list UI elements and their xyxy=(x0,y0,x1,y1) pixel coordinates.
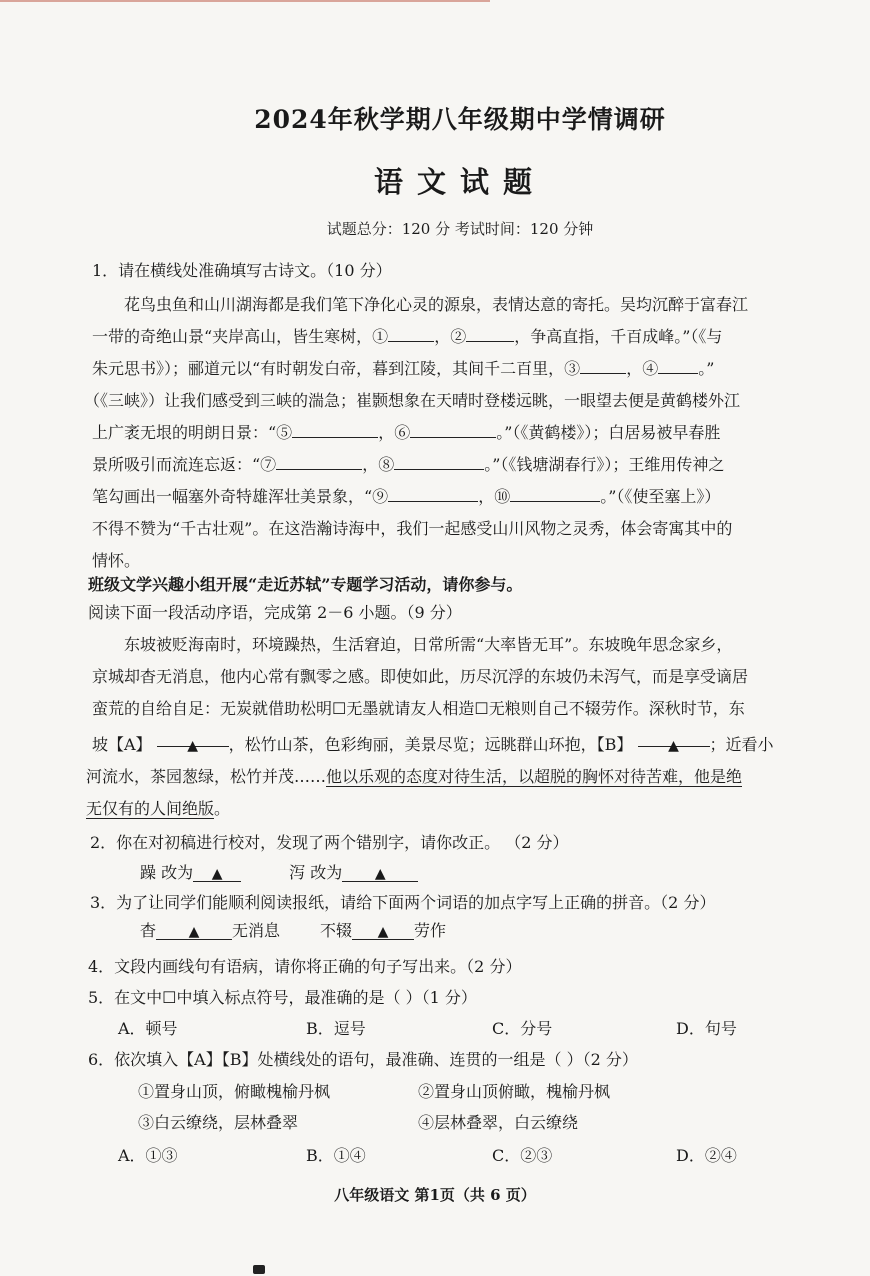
q3-blank-1[interactable] xyxy=(156,921,232,940)
blank-9[interactable] xyxy=(388,483,478,502)
q6-stem: 6．依次填入【A】【B】处横线处的语句，最准确、连贯的一组是（ ）（2 分） xyxy=(88,1050,638,1069)
q2-blank-2[interactable] xyxy=(342,863,418,882)
q1-line-3: 朱元思书》）；郦道元以“有时朝发白帝，暮到江陵，其间千二百里，③ ，④ 。” xyxy=(92,352,714,386)
blank-10[interactable] xyxy=(510,483,600,502)
q2-stem: 2．你在对初稿进行校对，发现了两个错别字，请你改正。 （2 分） xyxy=(90,833,569,852)
triangle-icon: ▲ xyxy=(377,924,389,940)
q6-item-3: ③白云缭绕，层林叠翠 xyxy=(138,1113,299,1132)
page-footer: 八年级语文 第1页（共 6 页） xyxy=(334,1186,536,1204)
q1-line-8: 不得不赞为“千古壮观”。在这浩瀚诗海中，我们一起感受山川风物之灵秀，体会寄寓其中的 xyxy=(92,519,733,538)
passage-line-4: 坡【A】 ▲ ，松竹山茶，色彩绚丽，美景尽览；远眺群山环抱，【B】 ▲ ；近看小 xyxy=(92,728,774,762)
q3-blank-2[interactable] xyxy=(352,921,414,940)
scan-mark xyxy=(253,1265,265,1274)
blank-3[interactable] xyxy=(580,355,626,374)
q1-line-1: 花鸟虫鱼和山川湖海都是我们笔下净化心灵的源泉，表情达意的寄托。吴均沉醉于富春江 xyxy=(124,295,749,314)
triangle-icon: ▲ xyxy=(668,738,679,754)
q5-stem: 5．在文中☐中填入标点符号，最准确的是（ ）（1 分） xyxy=(88,988,477,1007)
q1-line-9: 情怀。 xyxy=(92,551,141,570)
blank-2[interactable] xyxy=(466,323,514,342)
q1-line-6: 景所吸引而流连忘返：“⑦ ，⑧ 。”（《钱塘湖春行》）；王维用传神之 xyxy=(92,448,724,482)
q2-answers: 躁 改为 ▲ 泻 改为 ▲ xyxy=(140,860,418,883)
q1-line-4: （《三峡》）让我们感受到三峡的湍急；崔颢想象在天晴时登楼远眺，一眼望去便是黄鹤楼外江 xyxy=(84,391,741,410)
blank-a[interactable] xyxy=(157,728,229,754)
passage-line-2: 京城却杳无消息，他内心常有飘零之感。即使如此，历尽沉浮的东坡仍未泻气，而是享受谪居 xyxy=(92,667,749,686)
blank-8[interactable] xyxy=(394,451,484,470)
blank-5[interactable] xyxy=(292,419,378,438)
q2-blank-1[interactable] xyxy=(193,863,241,882)
q1-line-2: 一带的奇绝山景“夹岸高山，皆生寒树，① ，② ，争高直指，千百成峰。”（《与 xyxy=(92,320,722,354)
q6-item-1: ①置身山顶，俯瞰槐榆丹枫 xyxy=(138,1082,331,1101)
triangle-icon: ▲ xyxy=(374,866,386,882)
blank-b[interactable] xyxy=(638,728,710,754)
exam-meta: 试题总分：120 分 考试时间：120 分钟 xyxy=(326,220,594,238)
triangle-icon: ▲ xyxy=(188,924,200,940)
blank-1[interactable] xyxy=(388,323,434,342)
exam-title: 2024年秋学期八年级期中学情调研 xyxy=(254,105,666,134)
passage-line-3: 蛮荒的自给自足：无炭就借助松明☐无墨就请友人相造☐无粮则自己不辍劳作。深秋时节，东 xyxy=(92,699,745,718)
q5-option-d[interactable]: D．句号 xyxy=(676,1019,737,1038)
underlined-sentence: 他以乐观的态度对待生活，以超脱的胸怀对待苦难，他是绝 xyxy=(326,767,743,786)
blank-4[interactable] xyxy=(658,355,698,374)
q6-item-4: ④层林叠翠，白云缭绕 xyxy=(418,1113,579,1132)
q4-stem: 4．文段内画线句有语病，请你将正确的句子写出来。（2 分） xyxy=(88,957,522,976)
subject-title: 语文试题 xyxy=(373,165,546,199)
q1-stem: 1．请在横线处准确填写古诗文。（10 分） xyxy=(92,261,392,280)
q1-line-7: 笔勾画出一幅塞外奇特雄浑壮美景象，“⑨ ，⑩ 。”（《使至塞上》） xyxy=(92,480,720,514)
activity-intro: 阅读下面一段活动序语，完成第 2－6 小题。（9 分） xyxy=(88,603,462,622)
q6-option-c[interactable]: C．②③ xyxy=(492,1146,553,1165)
underlined-sentence-end: 无仅有的人间绝版 xyxy=(86,799,215,818)
q5-option-a[interactable]: A．顿号 xyxy=(118,1019,178,1038)
passage-line-6: 无仅有的人间绝版。 xyxy=(86,799,231,818)
blank-6[interactable] xyxy=(410,419,496,438)
q5-option-b[interactable]: B．逗号 xyxy=(306,1019,366,1038)
q6-option-b[interactable]: B．①④ xyxy=(306,1146,366,1165)
activity-heading: 班级文学兴趣小组开展“走近苏轼”专题学习活动，请你参与。 xyxy=(88,575,523,594)
q6-option-a[interactable]: A．①③ xyxy=(118,1146,178,1165)
passage-line-1: 东坡被贬海南时，环境躁热，生活窘迫，日常所需“大率皆无耳”。东坡晚年思念家乡， xyxy=(124,635,733,654)
triangle-icon: ▲ xyxy=(211,866,223,882)
q6-item-2: ②置身山顶俯瞰，槐榆丹枫 xyxy=(418,1082,611,1101)
q6-option-d[interactable]: D．②④ xyxy=(676,1146,737,1165)
q5-option-c[interactable]: C．分号 xyxy=(492,1019,553,1038)
scan-edge-mark xyxy=(0,0,490,2)
triangle-icon: ▲ xyxy=(187,738,199,754)
q1-line-5: 上广袤无垠的明朗日景：“⑤ ，⑥ 。”（《黄鹤楼》）；白居易被早春胜 xyxy=(92,416,720,450)
blank-7[interactable] xyxy=(276,451,362,470)
q3-stem: 3．为了让同学们能顺利阅读报纸，请给下面两个词语的加点字写上正确的拼音。（2 分） xyxy=(90,893,716,912)
passage-line-5: 河流水，茶园葱绿，松竹并茂……他以乐观的态度对待生活，以超脱的胸怀对待苦难，他是绝 xyxy=(86,767,743,786)
q3-answers: 杳 ▲ 无消息 不辍 ▲ 劳作 xyxy=(140,921,447,940)
